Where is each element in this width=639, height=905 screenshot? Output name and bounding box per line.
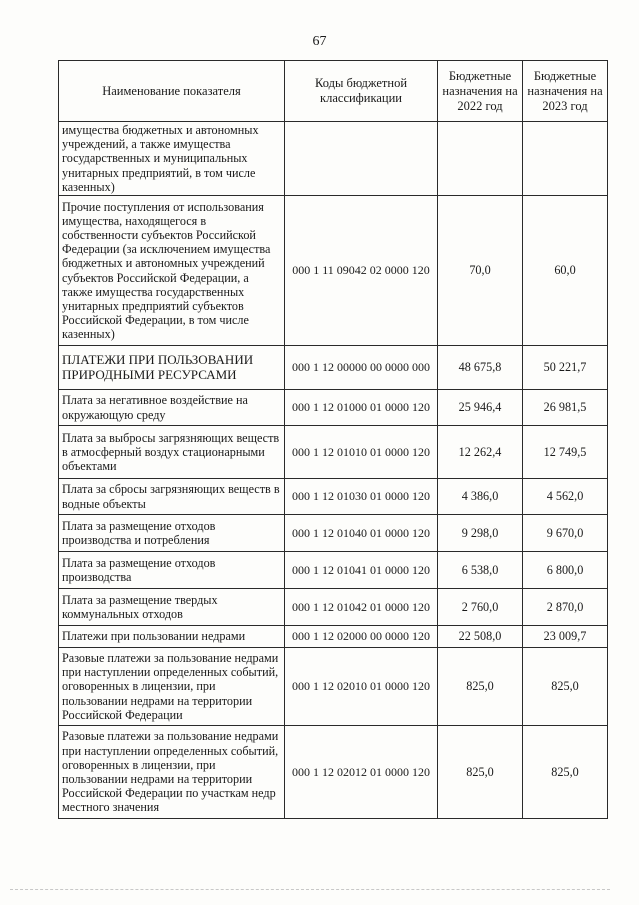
row-2023: 60,0 [523, 196, 608, 346]
budget-table [58, 60, 608, 819]
row-code: 000 1 12 01010 01 0000 120 [285, 426, 438, 479]
table-row [59, 626, 608, 648]
row-code [285, 122, 438, 196]
row-2022: 4 386,0 [438, 479, 523, 515]
row-2023 [523, 122, 608, 196]
row-name: ПЛАТЕЖИ ПРИ ПОЛЬЗОВАНИИ ПРИРОДНЫМИ РЕСУРСАМИ [59, 346, 285, 390]
row-2022: 9 298,0 [438, 515, 523, 552]
row-name: Разовые платежи за пользование недрами при наступлении определенных событий, оговоренных в лицензии, при пользовании недрами на территории Российской Федерации [59, 648, 285, 726]
row-2022 [438, 122, 523, 196]
row-name: Прочие поступления от использования имущества, находящегося в собственности субъектов Российской Федерации (за исключением имущества бюджетных и автономных учреждений субъектов Российской Федерации, а также имущества государственных унитарных предприятий субъектов Российской Федерации, в том числе казенных) [59, 196, 285, 346]
row-code: 000 1 12 02012 01 0000 120 [285, 726, 438, 819]
row-2023: 825,0 [523, 648, 608, 726]
table-row [59, 552, 608, 589]
row-2023: 9 670,0 [523, 515, 608, 552]
row-2022: 25 946,4 [438, 390, 523, 426]
table-row [59, 426, 608, 479]
table-row [59, 648, 608, 726]
header-codes: Коды бюджетной классификации [285, 61, 438, 122]
row-name: Плата за размещение отходов производства [59, 552, 285, 589]
table-row [59, 196, 608, 346]
header-name: Наименование показателя [59, 61, 285, 122]
row-2023: 26 981,5 [523, 390, 608, 426]
row-2023: 12 749,5 [523, 426, 608, 479]
row-code: 000 1 12 01042 01 0000 120 [285, 589, 438, 626]
row-2022: 22 508,0 [438, 626, 523, 648]
row-name: Платежи при пользовании недрами [59, 626, 285, 648]
row-code: 000 1 12 02010 01 0000 120 [285, 648, 438, 726]
table-row [59, 122, 608, 196]
table-row [59, 346, 608, 390]
table-row [59, 515, 608, 552]
header-row [59, 61, 608, 122]
row-code: 000 1 11 09042 02 0000 120 [285, 196, 438, 346]
row-code: 000 1 12 01030 01 0000 120 [285, 479, 438, 515]
page-bottom-divider [10, 889, 610, 891]
row-name: Плата за размещение твердых коммунальных отходов [59, 589, 285, 626]
row-2022: 2 760,0 [438, 589, 523, 626]
row-code: 000 1 12 01041 01 0000 120 [285, 552, 438, 589]
row-name: Плата за сбросы загрязняющих веществ в водные объекты [59, 479, 285, 515]
row-code: 000 1 12 00000 00 0000 000 [285, 346, 438, 390]
header-2023: Бюджетные назначения на 2023 год [523, 61, 608, 122]
row-name: имущества бюджетных и автономных учреждений, а также имущества государственных и муниципальных унитарных предприятий, в том числе казенных) [59, 122, 285, 196]
row-code: 000 1 12 01040 01 0000 120 [285, 515, 438, 552]
row-2023: 825,0 [523, 726, 608, 819]
row-2023: 23 009,7 [523, 626, 608, 648]
page-number: 67 [312, 34, 327, 49]
row-2022: 825,0 [438, 726, 523, 819]
row-2022: 12 262,4 [438, 426, 523, 479]
row-2022: 70,0 [438, 196, 523, 346]
row-2023: 2 870,0 [523, 589, 608, 626]
table-row [59, 479, 608, 515]
row-2022: 6 538,0 [438, 552, 523, 589]
table-row [59, 390, 608, 426]
row-name: Плата за выбросы загрязняющих веществ в атмосферный воздух стационарными объектами [59, 426, 285, 479]
row-name: Разовые платежи за пользование недрами при наступлении определенных событий, оговоренных в лицензии, при пользовании недрами на территории Российской Федерации по участкам недр местного значения [59, 726, 285, 819]
row-2023: 6 800,0 [523, 552, 608, 589]
row-name: Плата за негативное воздействие на окружающую среду [59, 390, 285, 426]
table-header [59, 61, 608, 122]
row-2023: 50 221,7 [523, 346, 608, 390]
row-2023: 4 562,0 [523, 479, 608, 515]
row-code: 000 1 12 02000 00 0000 120 [285, 626, 438, 648]
row-name: Плата за размещение отходов производства и потребления [59, 515, 285, 552]
row-code: 000 1 12 01000 01 0000 120 [285, 390, 438, 426]
table-row [59, 726, 608, 819]
table-row [59, 589, 608, 626]
row-2022: 825,0 [438, 648, 523, 726]
table-body [59, 122, 608, 819]
row-2022: 48 675,8 [438, 346, 523, 390]
header-2022: Бюджетные назначения на 2022 год [438, 61, 523, 122]
